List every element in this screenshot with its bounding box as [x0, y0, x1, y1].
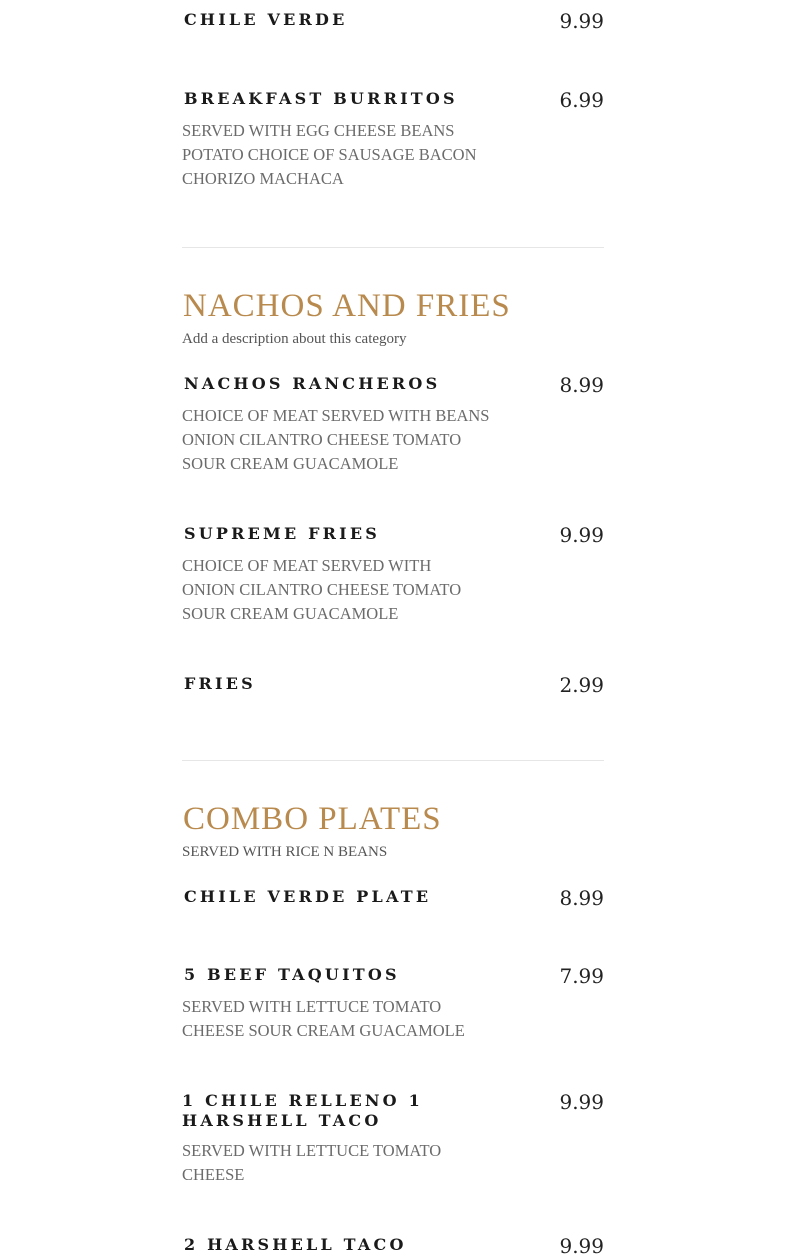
item-name: 2 HARSHELL TACO	[184, 1235, 407, 1254]
item-name: BREAKFAST BURRITOS	[184, 89, 458, 108]
item-description: SERVED WITH LETTUCE TOMATO CHEESE	[182, 1141, 442, 1184]
item-name: 5 BEEF TAQUITOS	[184, 965, 400, 984]
item-price: 9.99	[559, 1234, 604, 1258]
item-name: FRIES	[184, 674, 256, 693]
item-name: CHILE VERDE	[184, 10, 348, 29]
section-description: Add a description about this category	[182, 331, 407, 347]
section-description: SERVED WITH RICE N BEANS	[182, 844, 388, 860]
item-price: 8.99	[559, 886, 604, 910]
section-title: NACHOS AND FRIES	[183, 288, 511, 324]
item-name: SUPREME FRIES	[184, 524, 380, 543]
item-price: 2.99	[559, 673, 604, 697]
item-name: 1 CHILE RELLENO 1 HARSHELL TACO	[182, 1091, 423, 1130]
item-name: CHILE VERDE PLATE	[184, 887, 432, 906]
item-description: CHOICE OF MEAT SERVED WITH BEANS ONION CILANTRO CHEESE TOMATO SOUR CREAM GUACAMOLE	[182, 406, 490, 473]
item-price: 8.99	[559, 373, 604, 397]
item-name: NACHOS RANCHEROS	[184, 374, 441, 393]
section-divider	[182, 247, 604, 248]
item-description: SERVED WITH EGG CHEESE BEANS POTATO CHOICE OF SAUSAGE BACON CHORIZO MACHACA	[182, 121, 477, 188]
item-price: 9.99	[559, 523, 604, 547]
section-divider	[182, 760, 604, 761]
item-description: SERVED WITH LETTUCE TOMATO CHEESE SOUR CREAM GUACAMOLE	[182, 997, 465, 1040]
item-price: 7.99	[559, 964, 604, 988]
item-price: 9.99	[559, 1090, 604, 1114]
item-price: 6.99	[559, 88, 604, 112]
item-price: 9.99	[559, 9, 604, 33]
item-description: CHOICE OF MEAT SERVED WITH ONION CILANTRO CHEESE TOMATO SOUR CREAM GUACAMOLE	[182, 556, 462, 623]
section-title: COMBO PLATES	[183, 801, 442, 837]
